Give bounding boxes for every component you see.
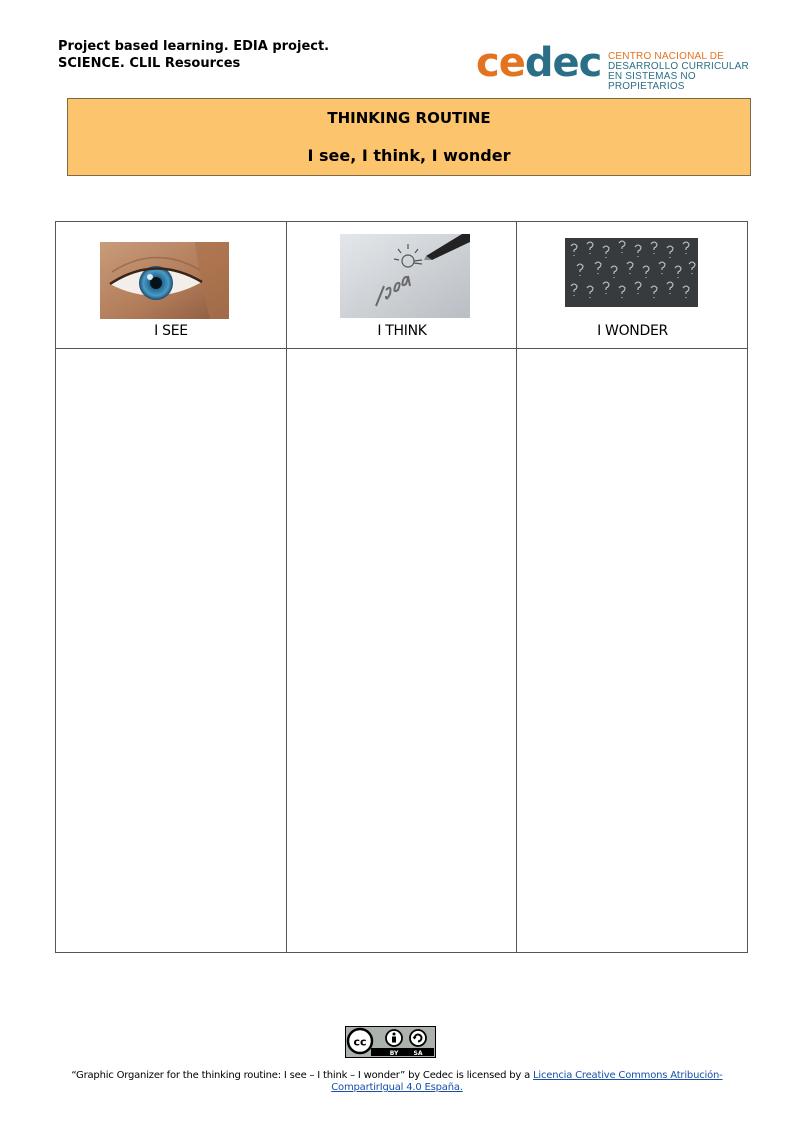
column-header — [287, 222, 517, 349]
eye-photo — [100, 242, 229, 319]
creative-commons-by-sa-icon[interactable] — [345, 1026, 436, 1058]
column-i-see — [56, 222, 286, 952]
graphic-organizer — [55, 221, 748, 953]
cedec-logo-word: cedec — [476, 40, 602, 86]
question-marks-chalkboard-photo — [565, 238, 698, 307]
answer-area-i-think[interactable] — [287, 349, 517, 952]
column-header — [56, 222, 286, 349]
idea-lightbulb-photo — [340, 234, 470, 318]
column-label-i-wonder: I WONDER — [597, 323, 668, 339]
attribution-text: “Graphic Organizer for the thinking routine: I see – I think – I wonder” by Cedec is licensed by a — [71, 1070, 533, 1081]
routine-title: THINKING ROUTINE — [327, 109, 491, 127]
column-i-wonder — [516, 222, 748, 952]
column-label-i-think: I THINK — [377, 323, 427, 339]
header-resources-line: SCIENCE. CLIL Resources — [58, 56, 241, 71]
svg-text:SA: SA — [413, 1050, 423, 1057]
cedec-logo — [476, 40, 756, 92]
column-i-think — [286, 222, 517, 952]
header-project-line: Project based learning. EDIA project. — [58, 39, 330, 54]
column-label-i-see: I SEE — [154, 323, 188, 339]
svg-text:BY: BY — [389, 1050, 399, 1057]
document-header — [58, 38, 329, 72]
answer-area-i-see[interactable] — [56, 349, 286, 952]
title-box — [67, 98, 751, 176]
routine-subtitle: I see, I think, I wonder — [307, 146, 511, 165]
cedec-logo-tagline: CENTRO NACIONAL DE DESARROLLO CURRICULAR EN SISTEMAS NO PROPIETARIOS — [608, 51, 749, 92]
license-link[interactable]: Licencia Creative Commons Atribución- CompartirIgual 4.0 España. — [331, 1070, 723, 1093]
answer-area-i-wonder[interactable] — [517, 349, 748, 952]
license-attribution — [40, 1070, 754, 1094]
svg-text:cc: cc — [353, 1035, 367, 1049]
column-header — [517, 222, 748, 349]
